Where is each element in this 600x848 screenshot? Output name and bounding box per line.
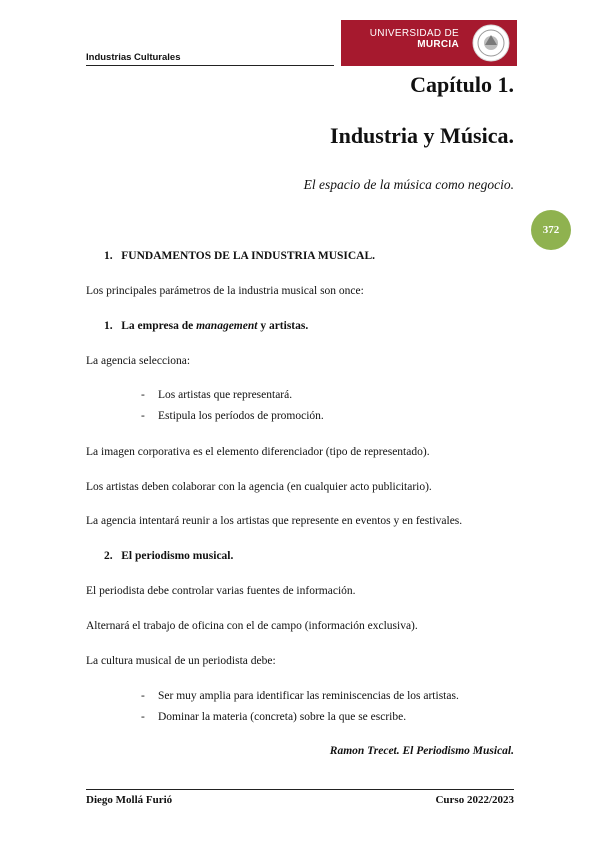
paragraph: La agencia intentará reunir a los artistas que represente en eventos y en festivales. bbox=[86, 515, 463, 527]
section-number: 1. bbox=[104, 250, 113, 262]
list-item: - Dominar la materia (concreta) sobre la que se escribe. bbox=[141, 711, 407, 723]
list-item: - Los artistas que representará. bbox=[141, 389, 293, 401]
citation: Ramon Trecet. El Periodismo Musical. bbox=[329, 745, 514, 757]
paragraph: El periodista debe controlar varias fuentes de información. bbox=[86, 585, 356, 597]
logo-line-1: UNIVERSIDAD DE bbox=[369, 28, 459, 39]
subsection-number: 2. bbox=[104, 550, 113, 562]
subtitle: El espacio de la música como negocio. bbox=[303, 177, 514, 192]
header-rule bbox=[86, 65, 334, 66]
paragraph: Los artistas deben colaborar con la agencia (en cualquier acto publicitario). bbox=[86, 481, 432, 493]
list-item: - Estipula los períodos de promoción. bbox=[141, 410, 324, 422]
university-seal-icon bbox=[471, 23, 511, 63]
footer-author: Diego Mollá Furió bbox=[86, 794, 173, 806]
emphasis-management: management bbox=[196, 320, 258, 332]
paragraph: Alternará el trabajo de oficina con el de campo (información exclusiva). bbox=[86, 620, 418, 632]
section-heading bbox=[104, 250, 375, 262]
intro-paragraph: Los principales parámetros de la industria musical son once: bbox=[86, 285, 364, 297]
section-label: FUNDAMENTOS DE LA INDUSTRIA MUSICAL. bbox=[121, 250, 376, 262]
paragraph: La agencia selecciona: bbox=[86, 355, 191, 367]
running-header: Industrias Culturales bbox=[86, 52, 181, 63]
paragraph: La imagen corporativa es el elemento diferenciador (tipo de representado). bbox=[86, 446, 430, 458]
footer-course: Curso 2022/2023 bbox=[435, 794, 514, 806]
subsection-heading-1: 1. La empresa de management y artistas. bbox=[104, 320, 309, 332]
page-number-badge: 372 bbox=[531, 210, 571, 250]
subsection-heading-2 bbox=[104, 550, 233, 562]
logo-line-2: MURCIA bbox=[417, 39, 459, 50]
chapter-heading: Capítulo 1. bbox=[410, 72, 514, 97]
list-item: - Ser muy amplia para identificar las reminiscencias de los artistas. bbox=[141, 690, 459, 702]
subsection-label: El periodismo musical. bbox=[121, 550, 234, 562]
subsection-number: 1. bbox=[104, 320, 113, 332]
paragraph: La cultura musical de un periodista debe: bbox=[86, 655, 276, 667]
page-title: Industria y Música. bbox=[330, 123, 514, 148]
footer-rule bbox=[86, 789, 514, 790]
university-logo bbox=[341, 20, 517, 66]
